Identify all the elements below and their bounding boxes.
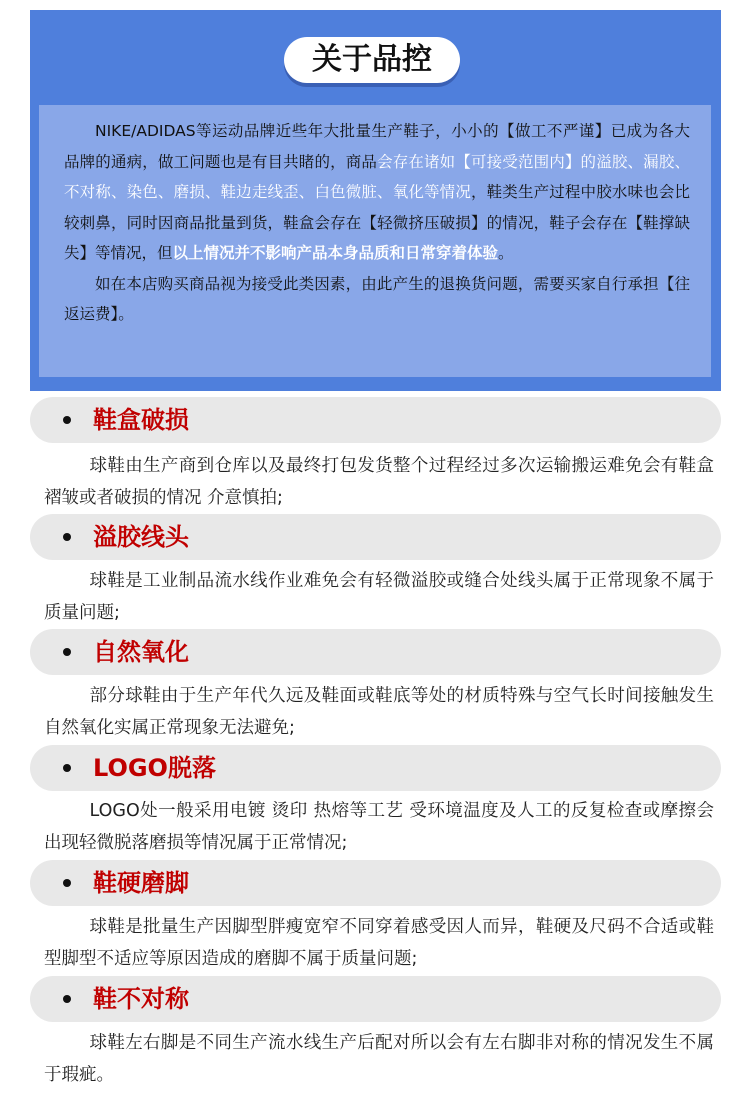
section-body-logo-peeling: LOGO处一般采用电镀 烫印 热熔等工艺 受环境温度及人工的反复检查或摩擦会出现轻微脱落磨损等情况属于正常情况; [44,801,714,853]
bullet-icon [63,995,71,1003]
section-title: 溢胶线头 [93,523,189,551]
section-title: 自然氧化 [93,638,189,666]
section-body-asymmetry: 球鞋左右脚是不同生产流水线生产后配对所以会有左右脚非对称的情况发生不属于瑕疵。 [44,1033,714,1085]
section-header-box-damage [30,397,721,443]
bullet-icon [63,879,71,887]
banner-p1-highlight-2: 以上情况并不影响产品本身品质和日常穿着体验 [172,244,499,262]
bullet-icon [63,648,71,656]
section-title: 鞋盒破损 [93,406,189,434]
banner-paragraph-1 [64,116,690,269]
section-title: LOGO脱落 [93,754,216,782]
section-body-box-damage: 球鞋由生产商到仓库以及最终打包发货整个过程经过多次运输搬运难免会有鞋盒褶皱或者破损的情况 介意慎拍; [44,456,714,508]
section-title: 鞋硬磨脚 [93,869,189,897]
banner-p1-end: 。 [498,244,514,262]
section-body-stiff-shoes: 球鞋是批量生产因脚型胖瘦宽窄不同穿着感受因人而异，鞋硬及尺码不合适或鞋型脚型不适应等原因造成的磨脚不属于质量问题; [44,917,714,969]
banner-paragraph-2: 如在本店购买商品视为接受此类因素，由此产生的退换货问题，需要买家自行承担【往返运费】。 [64,274,690,323]
banner-text [64,116,690,330]
section-header-glue-overflow [30,514,721,560]
section-header-oxidation [30,629,721,675]
section-header-logo-peeling [30,745,721,791]
banner-p1-middle: ，鞋类生产过程中胶水味也会比较刺鼻，同时因商品批量到货，鞋盒会存在【轻微挤压破损】的情况，鞋子会存在【鞋撑缺失】等情况，但 [64,183,690,262]
section-header-asymmetry [30,976,721,1022]
section-header-stiff-shoes [30,860,721,906]
banner-p1-lead: NIKE/ADIDAS等运动品牌近些年大批量生产鞋子，小小的【做工不严谨】已成为各大品牌的通病，做工问题也是有目共睹的，商品 [64,122,690,171]
section-title: 鞋不对称 [93,985,189,1013]
bullet-icon [63,416,71,424]
banner-title: 关于品控 [284,37,460,83]
bullet-icon [63,533,71,541]
section-body-oxidation: 部分球鞋由于生产年代久远及鞋面或鞋底等处的材质特殊与空气长时间接触发生自然氧化实属正常现象无法避免; [44,686,714,738]
section-body-glue-overflow: 球鞋是工业制品流水线作业难免会有轻微溢胶或缝合处线头属于正常现象不属于质量问题; [44,571,714,623]
bullet-icon [63,764,71,772]
banner-p1-highlight-1: 会存在诸如【可接受范围内】的溢胶、漏胶、不对称、染色、磨损、鞋边走线歪、白色微脏、氧化等情况 [64,152,690,201]
